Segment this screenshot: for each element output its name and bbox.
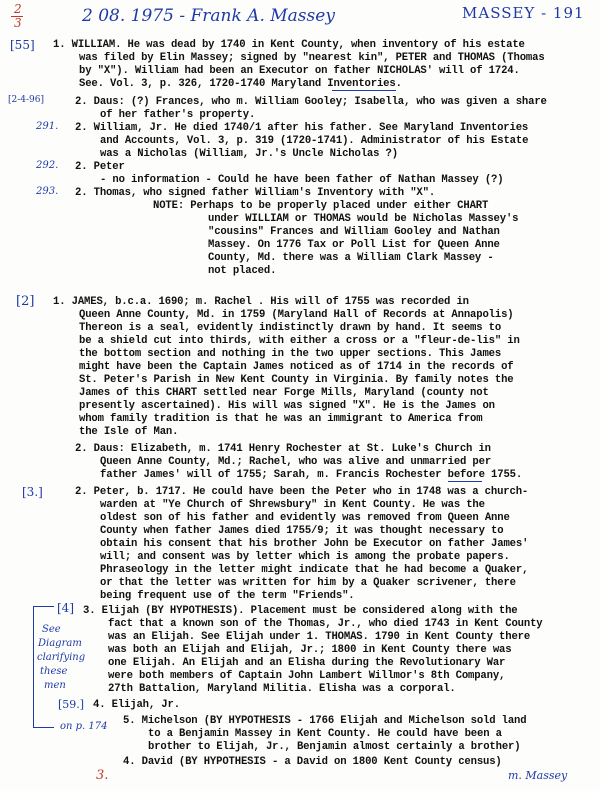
text-line: 4. Elijah, Jr. bbox=[93, 699, 180, 711]
text-line: oldest son of his father and evidently was removed from Queen Anne bbox=[100, 512, 510, 524]
text-line: 2. Peter bbox=[75, 161, 125, 173]
text-line: fact that a known son of the Thomas, Jr., who died 1743 in Kent County bbox=[108, 618, 543, 630]
text-line: one Elijah. An Elijah and an Elisha during the Revolutionary War bbox=[108, 657, 506, 669]
text-line: Thereon is a seal, evidently indistinctly drawn by hand. It seems to bbox=[79, 322, 502, 334]
text-line: not placed. bbox=[208, 265, 277, 277]
text-line: 3. Elijah (BY HYPOTHESIS). Placement must be considered along with the bbox=[83, 605, 518, 617]
side-note-line-2: Diagram bbox=[38, 638, 82, 649]
text-line: 2. Thomas, who signed father William's Inventory with "X". bbox=[75, 187, 436, 199]
text-line: NOTE: Perhaps to be properly placed under either CHART bbox=[153, 200, 489, 212]
text-line: be a shield cut into thirds, with either a cross or a "fleur-de-lis" in bbox=[79, 335, 520, 347]
text-line: under WILLIAM or THOMAS would be Nicholas Massey's bbox=[208, 213, 519, 225]
text-line: and Accounts, Vol. 3, p. 319 (1720-1741). Administrator of his Estate bbox=[100, 135, 529, 147]
margin-ref-59: [59.] bbox=[58, 698, 85, 711]
text-line: "cousins" Frances and William Gooley and Nathan bbox=[208, 226, 500, 238]
text-line: father James' will of 1755; Sarah, m. Francis Rochester before 1755. bbox=[100, 469, 523, 481]
margin-ref-4: [4] bbox=[57, 601, 74, 615]
text-line: 2. William, Jr. He died 1740/1 after his father. See Maryland Inventories bbox=[75, 122, 529, 134]
bottom-red-number: 3. bbox=[96, 768, 109, 783]
margin-ref-2: [2] bbox=[16, 294, 35, 309]
handwritten-title: 2 08. 1975 - Frank A. Massey bbox=[82, 6, 335, 26]
text-line: James of this CHART settled near Forge Mills, Maryland (county not bbox=[79, 387, 489, 399]
text-line: See. Vol. 3, p. 326, 1720-1740 Maryland Inventories. bbox=[79, 78, 402, 90]
underline-before bbox=[448, 481, 482, 482]
text-line: Queen Anne County, Md. in 1759 (Maryland Hall of Records at Annapolis) bbox=[79, 309, 514, 321]
side-note-line-5: men bbox=[44, 680, 66, 691]
text-line: was a Nicholas (William, Jr.'s Uncle Nicholas ?) bbox=[100, 148, 398, 160]
text-line: of her father's property. bbox=[100, 109, 256, 121]
side-note-line-3: clarifying bbox=[37, 652, 86, 663]
text-line: obtain his consent that his brother John be Executor on father James' bbox=[100, 538, 529, 550]
page-fraction-top: 2 bbox=[14, 2, 22, 16]
text-line: whom family tradition is that he was an immigrant to America from bbox=[79, 413, 483, 425]
margin-ref-3: [3.] bbox=[22, 485, 43, 499]
text-line: 27th Battalion, Maryland Militia. Elisha was a corporal. bbox=[108, 683, 456, 695]
text-line: 1. JAMES, b.c.a. 1690; m. Rachel . His will of 1755 was recorded in bbox=[53, 296, 469, 308]
underline-inventories bbox=[332, 90, 396, 91]
text-line: Phraseology in the letter might indicate that he had become a Quaker, bbox=[100, 564, 529, 576]
margin-ref-291: 291. bbox=[36, 121, 59, 132]
margin-ref-293: 293. bbox=[36, 186, 59, 197]
signature: m. Massey bbox=[508, 769, 568, 782]
text-line: - no information - Could he have been father of Nathan Massey (?) bbox=[100, 174, 504, 186]
margin-ref-292: 292. bbox=[36, 160, 59, 171]
text-line: 5. Michelson (BY HYPOTHESIS - 1766 Elijah and Michelson sold land bbox=[123, 715, 527, 727]
page-fraction-bottom: 3 bbox=[14, 16, 22, 30]
text-line: to a Benjamin Massey in Kent County. He could have been a bbox=[148, 728, 502, 740]
text-line: were both members of Captain John Lambert Willmor's 8th Company, bbox=[108, 670, 506, 682]
text-line: was filed by Elin Massey; signed by "nearest kin", PETER and THOMAS (Thomas bbox=[79, 52, 545, 64]
text-line: 2. Peter, b. 1717. He could have been the Peter who in 1748 was a church- bbox=[75, 486, 529, 498]
text-line: by "X"). William had been an Executor on father NICHOLAS' will of 1724. bbox=[79, 65, 520, 77]
text-line: Queen Anne County, Md.; Rachel, who was alive and unmarried per bbox=[100, 456, 492, 468]
text-line: or that the letter was written for him by a Quaker scrivener, there bbox=[100, 577, 516, 589]
text-line: 2. Daus: (?) Frances, who m. William Gooley; Isabella, who was given a share bbox=[75, 96, 547, 108]
text-line: will; and consent was by letter which is among the probate papers. bbox=[100, 551, 510, 563]
text-line: warden at "Ye Church of Shrewsbury" in Kent County. He was the bbox=[100, 499, 485, 511]
side-note-line-1: See bbox=[42, 624, 61, 635]
text-line: being frequent use of the term "Friends". bbox=[100, 590, 355, 602]
text-line: Massey. On 1776 Tax or Poll List for Queen Anne bbox=[208, 239, 500, 251]
text-line: the Isle of Man. bbox=[79, 426, 179, 438]
text-line: the bottom section and nothing in the two upper sections. This James bbox=[79, 348, 502, 360]
text-line: 4. David (BY HYPOTHESIS - a David on 1800 Kent County census) bbox=[123, 756, 502, 768]
text-line: presently ascertained). His will was signed "X". He is the James on bbox=[79, 400, 495, 412]
text-line: 2. Daus: Elizabeth, m. 1741 Henry Rochester at St. Luke's Church in bbox=[75, 443, 491, 455]
text-line: brother to Elijah, Jr., Benjamin almost certainly a brother) bbox=[148, 741, 521, 753]
text-line: County, Md. there was a William Clark Massey - bbox=[208, 252, 494, 264]
text-line: 1. WILLIAM. He was dead by 1740 in Kent County, when inventory of his estate bbox=[53, 39, 525, 51]
text-line: County when father James died 1755/9; it was thought necessary to bbox=[100, 525, 504, 537]
margin-ref-p174: on p. 174 bbox=[60, 721, 108, 732]
margin-ref-date: [2-4-96] bbox=[8, 95, 45, 105]
document-code: MASSEY - 191 bbox=[462, 4, 585, 22]
text-line: was an Elijah. See Elijah under 1. THOMAS. 1790 in Kent County there bbox=[108, 631, 531, 643]
text-line: St. Peter's Parish in New Kent County in Virginia. By family notes the bbox=[79, 374, 514, 386]
text-line: was both an Elijah and Elijah, Jr.; 1800 in Kent County there was bbox=[108, 644, 512, 656]
side-note-line-4: these bbox=[40, 666, 68, 677]
margin-ref-55: [55] bbox=[10, 38, 35, 52]
text-line: might have been the Captain James noticed as of 1714 in the records of bbox=[79, 361, 514, 373]
